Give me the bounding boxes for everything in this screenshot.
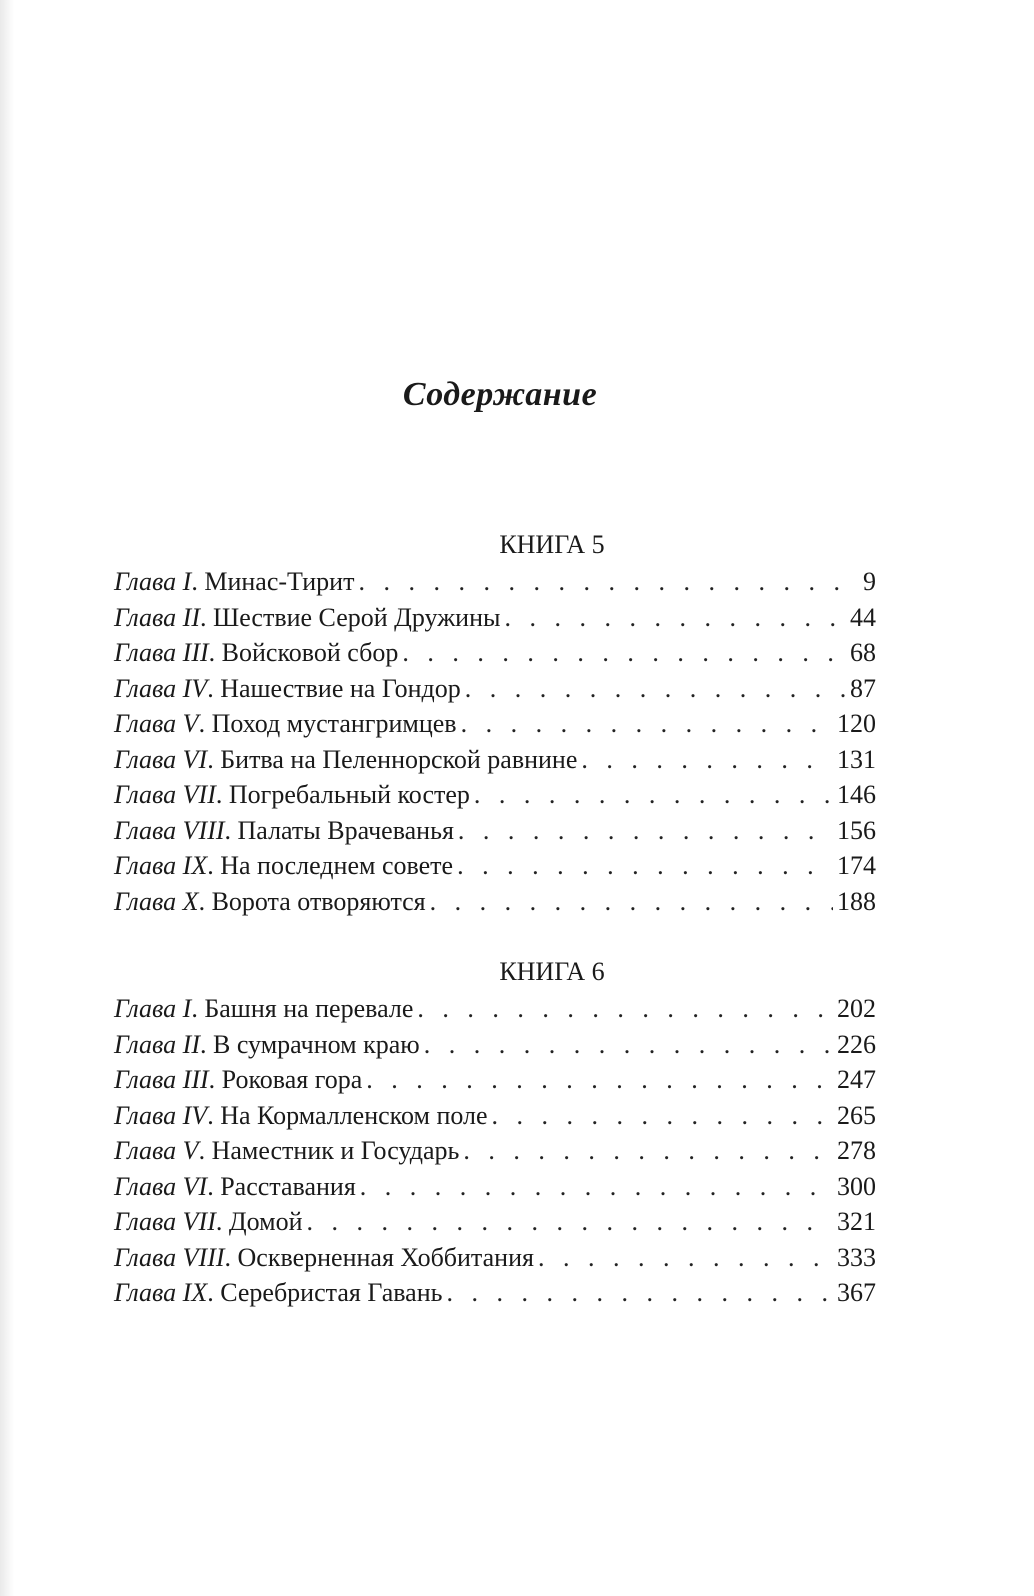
dot-leader: [458, 813, 833, 849]
chapter-separator: .: [224, 815, 238, 845]
page-number: 202: [837, 994, 876, 1023]
toc-entry: [114, 1062, 876, 1098]
chapter-title: Минас-Тирит: [204, 567, 355, 596]
page-number: 120: [837, 709, 876, 738]
toc-entry: [114, 564, 876, 600]
chapter-title: Наместник и Государь: [211, 1136, 460, 1165]
toc-entry: [114, 600, 876, 636]
book-6-section: [114, 953, 876, 1311]
toc-entry: [114, 1275, 876, 1311]
chapter-title: Войсковой сбор: [221, 638, 399, 667]
page-number: 265: [837, 1100, 876, 1130]
chapter-separator: .: [207, 744, 221, 774]
page-number: 367: [837, 1278, 876, 1307]
dot-leader: [358, 564, 859, 600]
chapter-number: Глава VI: [114, 744, 208, 774]
dot-leader: [430, 884, 833, 920]
chapter-number: Глава X: [114, 886, 199, 916]
page-number: 247: [837, 1065, 876, 1094]
toc-entry: [114, 991, 876, 1027]
chapter-number: Глава VII: [114, 1207, 216, 1236]
dot-leader: [461, 706, 833, 742]
page-number: 321: [837, 1207, 876, 1236]
book-5-section: [114, 526, 876, 919]
dot-leader: [465, 671, 846, 707]
book-heading: КНИГА 6: [499, 957, 605, 986]
toc-entry: [114, 777, 876, 813]
toc-entry: [114, 1027, 876, 1063]
chapter-title: Поход мустангримцев: [211, 709, 457, 738]
page-number: 68: [850, 638, 876, 667]
chapter-separator: .: [200, 1029, 213, 1059]
dot-leader: [366, 1062, 833, 1098]
chapter-number: Глава I: [114, 567, 192, 596]
chapter-title: Битва на Пеленнорской равнине: [220, 744, 578, 774]
chapter-number: Глава V: [114, 709, 199, 738]
chapter-title: Домой: [228, 1207, 303, 1236]
chapter-separator: .: [191, 567, 205, 596]
page-number: 300: [837, 1171, 876, 1201]
page-number: 226: [837, 1029, 876, 1059]
chapter-number: Глава I: [114, 994, 192, 1023]
toc-title: Содержание: [402, 376, 598, 413]
chapter-number: Глава V: [114, 1136, 199, 1165]
chapter-separator: .: [224, 1242, 238, 1272]
chapter-title: Шествие Серой Дружины: [213, 602, 501, 632]
page-number: 174: [837, 851, 876, 880]
page-number: 333: [837, 1242, 876, 1272]
book-heading: КНИГА 5: [499, 530, 605, 559]
chapter-separator: .: [200, 602, 213, 632]
toc-entry: [114, 813, 876, 849]
chapter-separator: .: [208, 638, 222, 667]
chapter-number: Глава VIII: [114, 1242, 225, 1272]
dot-leader: [492, 1098, 833, 1134]
chapter-number: Глава II: [114, 602, 200, 632]
page-number: 9: [863, 567, 876, 596]
dot-leader: [447, 1275, 834, 1311]
chapter-title: Оскверненная Хоббитания: [237, 1242, 534, 1272]
chapter-number: Глава III: [114, 638, 209, 667]
toc-entry: [114, 1098, 876, 1134]
chapter-separator: .: [207, 1100, 221, 1130]
page-number: 278: [837, 1136, 876, 1165]
toc-entry: [114, 742, 876, 778]
toc-entry: [114, 884, 876, 920]
chapter-separator: .: [198, 886, 212, 916]
page-number: 188: [837, 886, 876, 916]
chapter-title: В сумрачном краю: [213, 1029, 420, 1059]
chapter-separator: .: [207, 673, 221, 703]
chapter-title: Погребальный костер: [228, 780, 470, 809]
chapter-number: Глава VII: [114, 780, 216, 809]
page-number: 131: [837, 744, 876, 774]
dot-leader: [457, 848, 833, 884]
chapter-title: На последнем совете: [220, 851, 454, 880]
chapter-separator: .: [215, 1207, 229, 1236]
chapter-separator: .: [207, 851, 221, 880]
chapter-title: Палаты Врачеванья: [237, 815, 454, 845]
chapter-separator: .: [215, 780, 229, 809]
chapter-separator: .: [191, 994, 205, 1023]
chapter-title: Башня на перевале: [204, 994, 414, 1023]
chapter-number: Глава IX: [114, 851, 208, 880]
chapter-separator: .: [207, 1171, 221, 1201]
chapter-title: Ворота отворяются: [211, 886, 426, 916]
toc-entry: [114, 1133, 876, 1169]
chapter-number: Глава IV: [114, 1100, 208, 1130]
dot-leader: [306, 1204, 833, 1240]
chapter-number: Глава IX: [114, 1278, 208, 1307]
chapter-separator: .: [198, 709, 212, 738]
dot-leader: [424, 1027, 833, 1063]
toc-entry: [114, 1169, 876, 1205]
dot-leader: [474, 777, 833, 813]
page-number: 156: [837, 815, 876, 845]
chapter-title: Нашествие на Гондор: [220, 673, 461, 703]
chapter-title: Роковая гора: [221, 1065, 363, 1094]
toc-entry: [114, 706, 876, 742]
dot-leader: [360, 1169, 833, 1205]
toc-entry: [114, 635, 876, 671]
toc-entry: [114, 1240, 876, 1276]
chapter-number: Глава VIII: [114, 815, 225, 845]
chapter-separator: .: [198, 1136, 212, 1165]
toc-entry: [114, 1204, 876, 1240]
chapter-separator: .: [207, 1278, 221, 1307]
page-number: 146: [837, 780, 876, 809]
chapter-number: Глава II: [114, 1029, 200, 1059]
dot-leader: [463, 1133, 833, 1169]
page-number: 44: [850, 602, 876, 632]
chapter-separator: .: [208, 1065, 222, 1094]
dot-leader: [504, 600, 846, 636]
toc-entry: [114, 848, 876, 884]
chapter-title: Расставания: [220, 1171, 356, 1201]
toc-entries: [114, 564, 876, 919]
page-edge-shadow: [0, 0, 14, 1596]
dot-leader: [538, 1240, 833, 1276]
dot-leader: [417, 991, 833, 1027]
chapter-number: Глава IV: [114, 673, 208, 703]
chapter-number: Глава III: [114, 1065, 209, 1094]
chapter-title: На Кормалленском поле: [220, 1100, 488, 1130]
page-number: 87: [850, 673, 876, 703]
dot-leader: [402, 635, 846, 671]
toc-entries: [114, 991, 876, 1311]
chapter-title: Серебристая Гавань: [220, 1278, 443, 1307]
toc-entry: [114, 671, 876, 707]
chapter-number: Глава VI: [114, 1171, 208, 1201]
dot-leader: [581, 742, 833, 778]
